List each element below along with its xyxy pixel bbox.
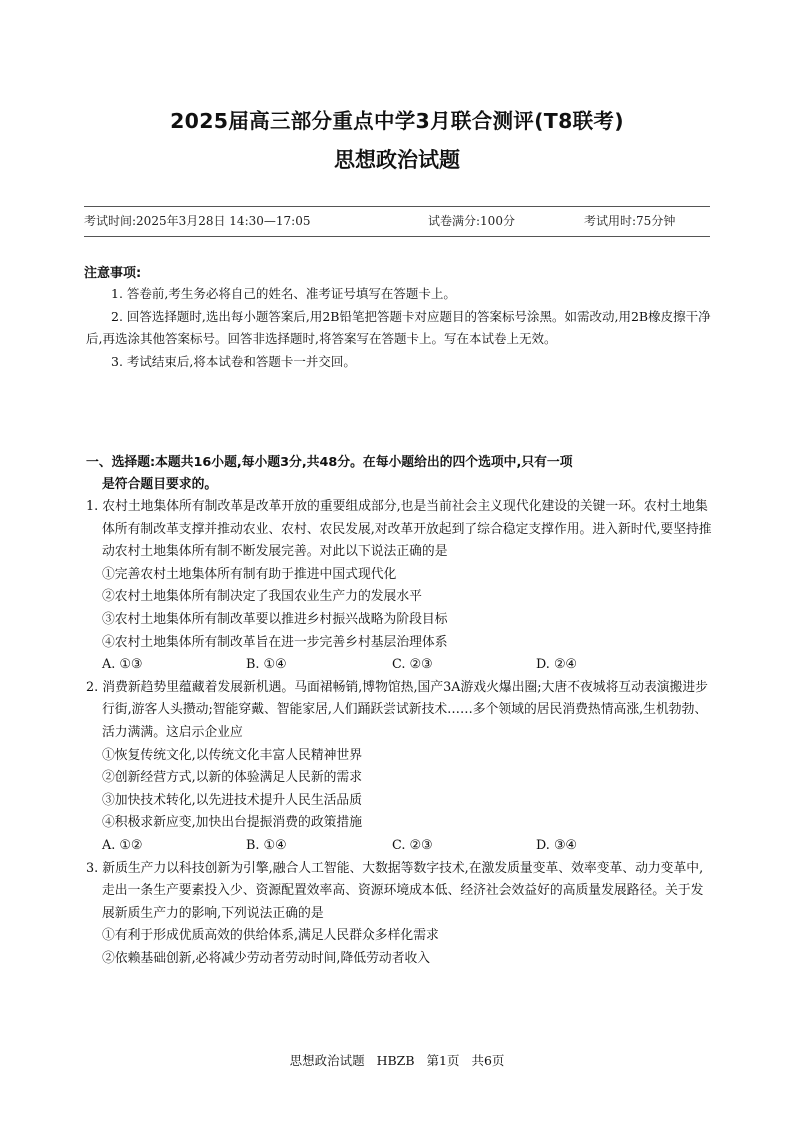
question-1 xyxy=(86,496,714,677)
page-footer xyxy=(0,1051,794,1069)
question-statement: ②依赖基础创新,必将减少劳动者劳动时间,降低劳动者收入 xyxy=(102,950,431,966)
question-stem: 1. 农村土地集体所有制改革是改革开放的重要组成部分,也是当前社会主义现代化建设的关键一环。农村土地集体所有制改革支撑并推动农业、农村、农民发展,对改革开放起到了综合稳定支撑作用。进入新时代,要坚持推动农村土地集体所有制不断发展完善。对此以下说法正确的是 xyxy=(86,499,712,560)
note-item: 2. 回答选择题时,选出每小题答案后,用2B铅笔把答题卡对应题目的答案标号涂黑。如需改动,用2B橡皮擦干净后,再选涂其他答案标号。回答非选择题时,将答案写在答题卡上。写在本试卷上无效。 xyxy=(86,308,711,346)
choice-d: D. ②④ xyxy=(536,657,577,673)
note-item: 3. 考试结束后,将本试卷和答题卡一并交回。 xyxy=(111,353,356,369)
choice-a: A. ①③ xyxy=(102,657,143,673)
exam-time: 考试时间:2025年3月28日 14:30—17:05 xyxy=(84,214,311,228)
section-heading-line2: 是符合题目要求的。 xyxy=(102,477,218,492)
full-score: 试卷满分:100分 xyxy=(428,214,515,228)
choice-a: A. ①② xyxy=(102,837,143,853)
choice-d: D. ③④ xyxy=(536,837,577,853)
choice-c: C. ②③ xyxy=(392,837,433,853)
exam-title: 2025届高三部分重点中学3月联合测评(T8联考) xyxy=(170,109,624,133)
footer-code: HBZB xyxy=(376,1053,415,1068)
question-statement: ①有利于形成优质高效的供给体系,满足人民群众多样化需求 xyxy=(102,928,439,944)
question-statement: ②创新经营方式,以新的体验满足人民新的需求 xyxy=(102,770,363,786)
exam-subject-title: 思想政治试题 xyxy=(334,148,460,172)
question-statement: ①恢复传统文化,以传统文化丰富人民精神世界 xyxy=(102,747,363,763)
notes-heading: 注意事项: xyxy=(84,266,142,281)
section-heading-line1: 一、选择题:本题共16小题,每小题3分,共48分。在每小题给出的四个选项中,只有一项 xyxy=(86,455,573,470)
question-3 xyxy=(86,858,714,971)
header-rule-top xyxy=(84,206,710,207)
question-stem: 3. 新质生产力以科技创新为引擎,融合人工智能、大数据等数字技术,在激发质量变革、效率变革、动力变革中,走出一条生产要素投入少、资源配置效率高、资源环境成本低、经济社会效益好的高质量发展路径。关于发展新质生产力的影响,下列说法正确的是 xyxy=(86,860,704,921)
exam-duration: 考试用时:75分钟 xyxy=(584,214,676,228)
choice-b: B. ①④ xyxy=(246,837,287,853)
question-statement: ③加快技术转化,以先进技术提升人民生活品质 xyxy=(102,792,363,808)
choice-b: B. ①④ xyxy=(246,657,287,673)
footer-subject: 思想政治试题 xyxy=(289,1053,365,1068)
question-statement: ③农村土地集体所有制改革要以推进乡村振兴战略为阶段目标 xyxy=(102,611,448,627)
choice-c: C. ②③ xyxy=(392,657,433,673)
question-stem: 2. 消费新趋势里蕴藏着发展新机遇。马面裙畅销,博物馆热,国产3A游戏火爆出圈;大唐不夜城将互动表演搬进步行街,游客人头攒动;智能穿戴、智能家居,人们踊跃尝试新技术……多个领域的居民消费热情高涨,生机勃勃、活力满满。这启示企业应 xyxy=(86,679,708,740)
section-heading xyxy=(86,452,714,496)
question-2 xyxy=(86,677,714,858)
question-list xyxy=(86,496,714,970)
note-item: 1. 答卷前,考生务必将自己的姓名、准考证号填写在答题卡上。 xyxy=(111,286,456,301)
question-statement: ④积极求新应变,加快出台提振消费的政策措施 xyxy=(102,815,363,831)
footer-total-pages: 共6页 xyxy=(471,1053,505,1068)
header-rule-bottom xyxy=(84,236,710,237)
answer-choices xyxy=(86,835,714,858)
question-statement: ②农村土地集体所有制决定了我国农业生产力的发展水平 xyxy=(102,589,422,605)
exam-info-row xyxy=(84,212,710,230)
question-statement: ①完善农村土地集体所有制有助于推进中国式现代化 xyxy=(102,566,397,582)
notes-list xyxy=(86,283,712,373)
footer-page-number: 第1页 xyxy=(426,1053,460,1068)
question-statement: ④农村土地集体所有制改革旨在进一步完善乡村基层治理体系 xyxy=(102,634,448,650)
answer-choices xyxy=(86,654,714,677)
